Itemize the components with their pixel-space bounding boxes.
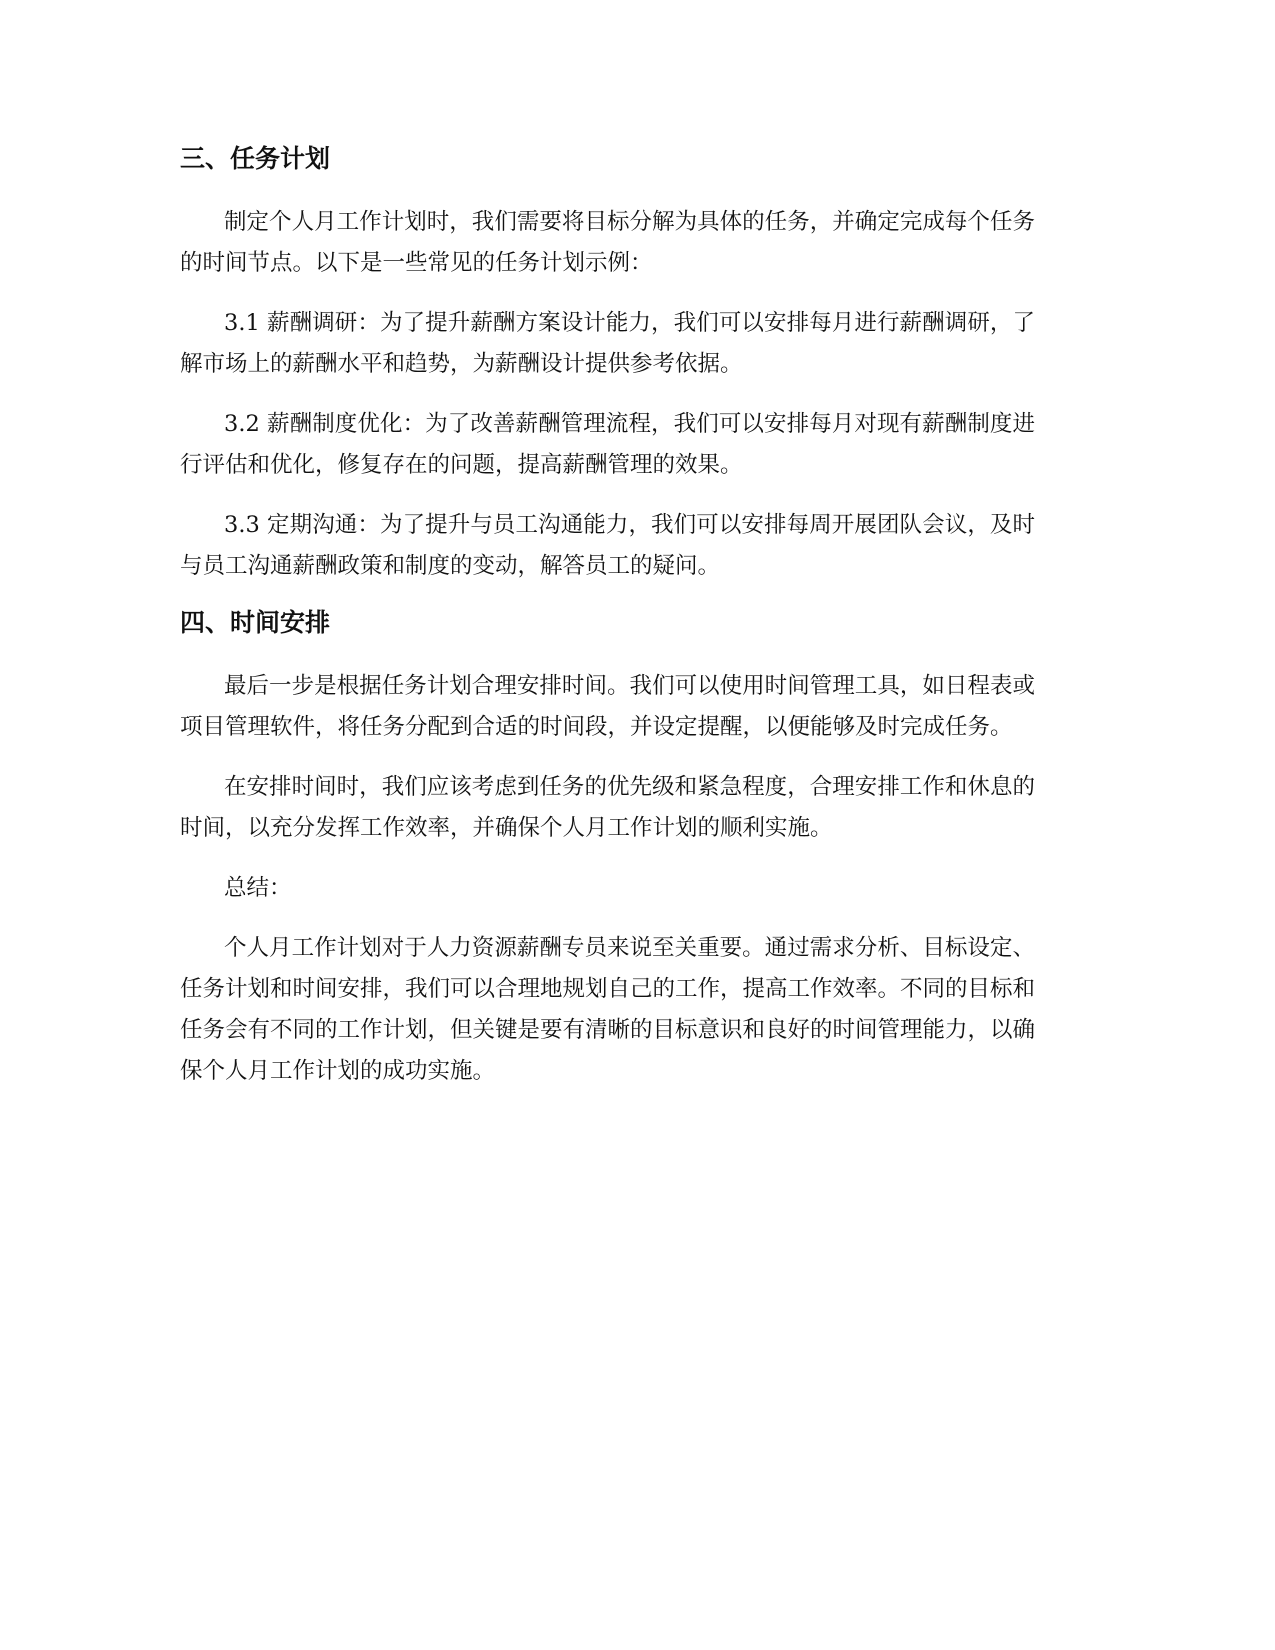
summary-label: 总结： xyxy=(224,875,292,901)
time-schedule-paragraph-1: 最后一步是根据任务计划合理安排时间。我们可以使用时间管理工具，如日程表或项目管理软件，将任务分配到合适的时间段，并设定提醒，以便能够及时完成任务。 xyxy=(180,673,1035,740)
summary-paragraph: 个人月工作计划对于人力资源薪酬专员来说至关重要。通过需求分析、目标设定、任务计划和时间安排，我们可以合理地规划自己的工作，提高工作效率。不同的目标和任务会有不同的工作计划，但关键是要有清晰的目标意识和良好的时间管理能力，以确保个人月工作计划的成功实施。 xyxy=(180,935,1036,1084)
section-heading-task-plan: 三、任务计划 xyxy=(180,144,331,173)
section-heading-time-schedule: 四、时间安排 xyxy=(180,608,331,637)
task-item-regular-communication: 3.3 定期沟通：为了提升与员工沟通能力，我们可以安排每周开展团队会议，及时与员工沟通薪酬政策和制度的变动，解答员工的疑问。 xyxy=(180,512,1035,579)
document-page xyxy=(180,140,1035,1092)
task-plan-intro: 制定个人月工作计划时，我们需要将目标分解为具体的任务，并确定完成每个任务的时间节点。以下是一些常见的任务计划示例： xyxy=(180,209,1035,276)
task-item-salary-research: 3.1 薪酬调研：为了提升薪酬方案设计能力，我们可以安排每月进行薪酬调研，了解市场上的薪酬水平和趋势，为薪酬设计提供参考依据。 xyxy=(180,310,1035,377)
time-schedule-paragraph-2: 在安排时间时，我们应该考虑到任务的优先级和紧急程度，合理安排工作和休息的时间，以充分发挥工作效率，并确保个人月工作计划的顺利实施。 xyxy=(180,774,1035,841)
task-item-system-optimization: 3.2 薪酬制度优化：为了改善薪酬管理流程，我们可以安排每月对现有薪酬制度进行评估和优化，修复存在的问题，提高薪酬管理的效果。 xyxy=(180,411,1035,478)
